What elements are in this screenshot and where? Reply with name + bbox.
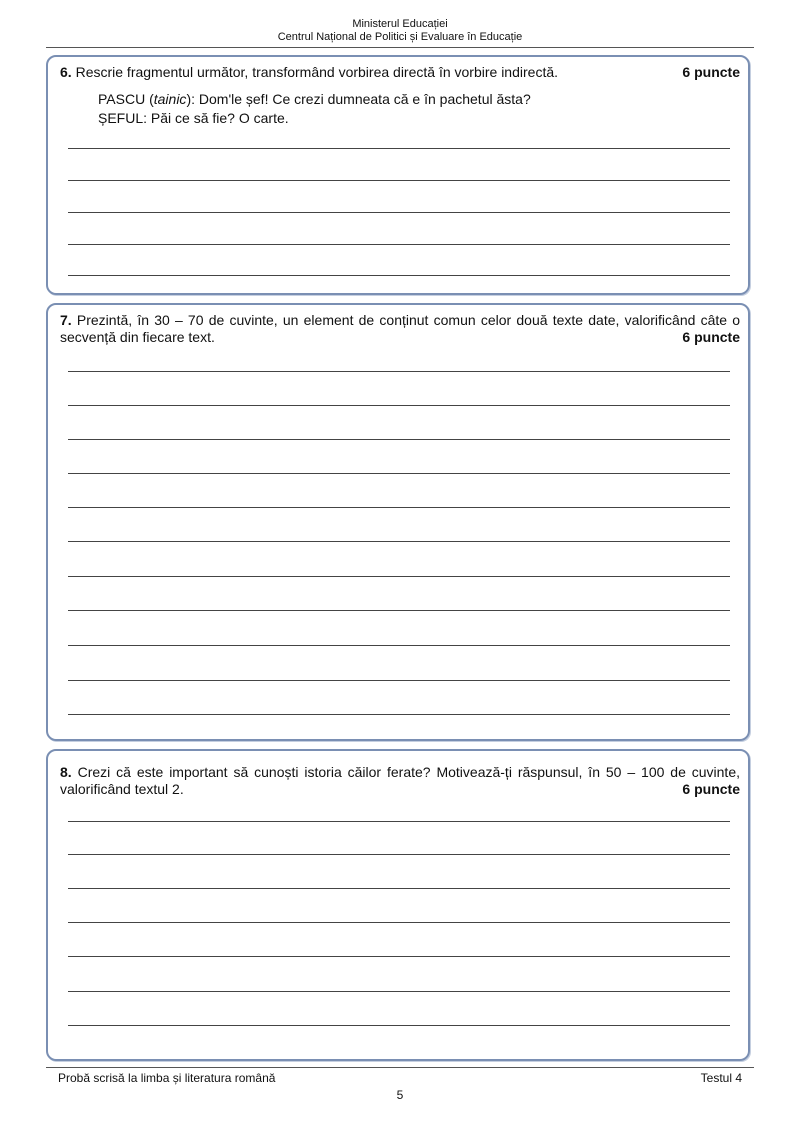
question-7-number: 7.: [60, 312, 72, 328]
answer-line[interactable]: [68, 180, 730, 181]
answer-line[interactable]: [68, 439, 730, 440]
answer-line[interactable]: [68, 212, 730, 213]
question-7-text: Prezintă, în 30 – 70 de cuvinte, un element de conținut comun celor două texte date, valorificând câte o secvență din fiecare text.: [60, 312, 741, 345]
answer-line[interactable]: [68, 473, 730, 474]
answer-line[interactable]: [68, 275, 730, 276]
ministry-name: Ministerul Educației: [352, 18, 448, 30]
speaker-pascu: PASCU (: [98, 91, 154, 107]
answer-line[interactable]: [68, 714, 730, 715]
answer-line[interactable]: [68, 244, 730, 245]
answer-line[interactable]: [68, 645, 730, 646]
exam-title: Probă scrisă la limba și literatura română: [58, 1071, 276, 1085]
question-7-prompt: [60, 312, 740, 346]
answer-line[interactable]: [68, 821, 730, 822]
question-8-points: 6 puncte: [682, 781, 740, 797]
test-number: Testul 4: [700, 1071, 742, 1085]
answer-line[interactable]: [68, 148, 730, 149]
question-6-prompt: [60, 64, 740, 81]
stage-direction: tainic: [153, 91, 187, 107]
question-6-box: [46, 55, 750, 295]
answer-line[interactable]: [68, 1025, 730, 1026]
question-6-points: 6 puncte: [682, 64, 740, 80]
answer-line[interactable]: [68, 507, 730, 508]
question-6-text: Rescrie fragmentul următor, transformând vorbirea directă în vorbire indirectă.: [75, 64, 559, 80]
dialog-line-seful: ȘEFUL: Păi ce să fie? O carte.: [98, 110, 289, 126]
question-6-dialog: [98, 90, 531, 128]
answer-line[interactable]: [68, 888, 730, 889]
question-6-number: 6.: [60, 64, 72, 80]
question-8-prompt: [60, 764, 740, 798]
document-header: [0, 18, 800, 44]
page-number: 5: [396, 1088, 404, 1102]
question-8-text: Crezi că este important să cunoști istoria căilor ferate? Motivează-ți răspunsul, în 50 – 100 de cuvinte, valorificând textul 2.: [60, 764, 740, 797]
answer-line[interactable]: [68, 680, 730, 681]
dialog-line-pascu: [98, 90, 531, 109]
answer-line[interactable]: [68, 922, 730, 923]
answer-line[interactable]: [68, 576, 730, 577]
answer-line[interactable]: [68, 991, 730, 992]
footer-divider: [46, 1067, 754, 1068]
speaker-pascu-line: ): Dom'le șef! Ce crezi dumneata că e în pachetul ăsta?: [186, 91, 531, 107]
question-8-box: [46, 749, 750, 1061]
answer-line[interactable]: [68, 405, 730, 406]
answer-line[interactable]: [68, 371, 730, 372]
question-8-number: 8.: [60, 764, 72, 780]
answer-line[interactable]: [68, 956, 730, 957]
answer-line[interactable]: [68, 854, 730, 855]
question-7-points: 6 puncte: [682, 329, 740, 345]
question-7-box: [46, 303, 750, 741]
center-name: Centrul Național de Politici și Evaluare în Educație: [277, 31, 523, 43]
answer-line[interactable]: [68, 610, 730, 611]
header-divider: [46, 47, 754, 48]
answer-line[interactable]: [68, 541, 730, 542]
